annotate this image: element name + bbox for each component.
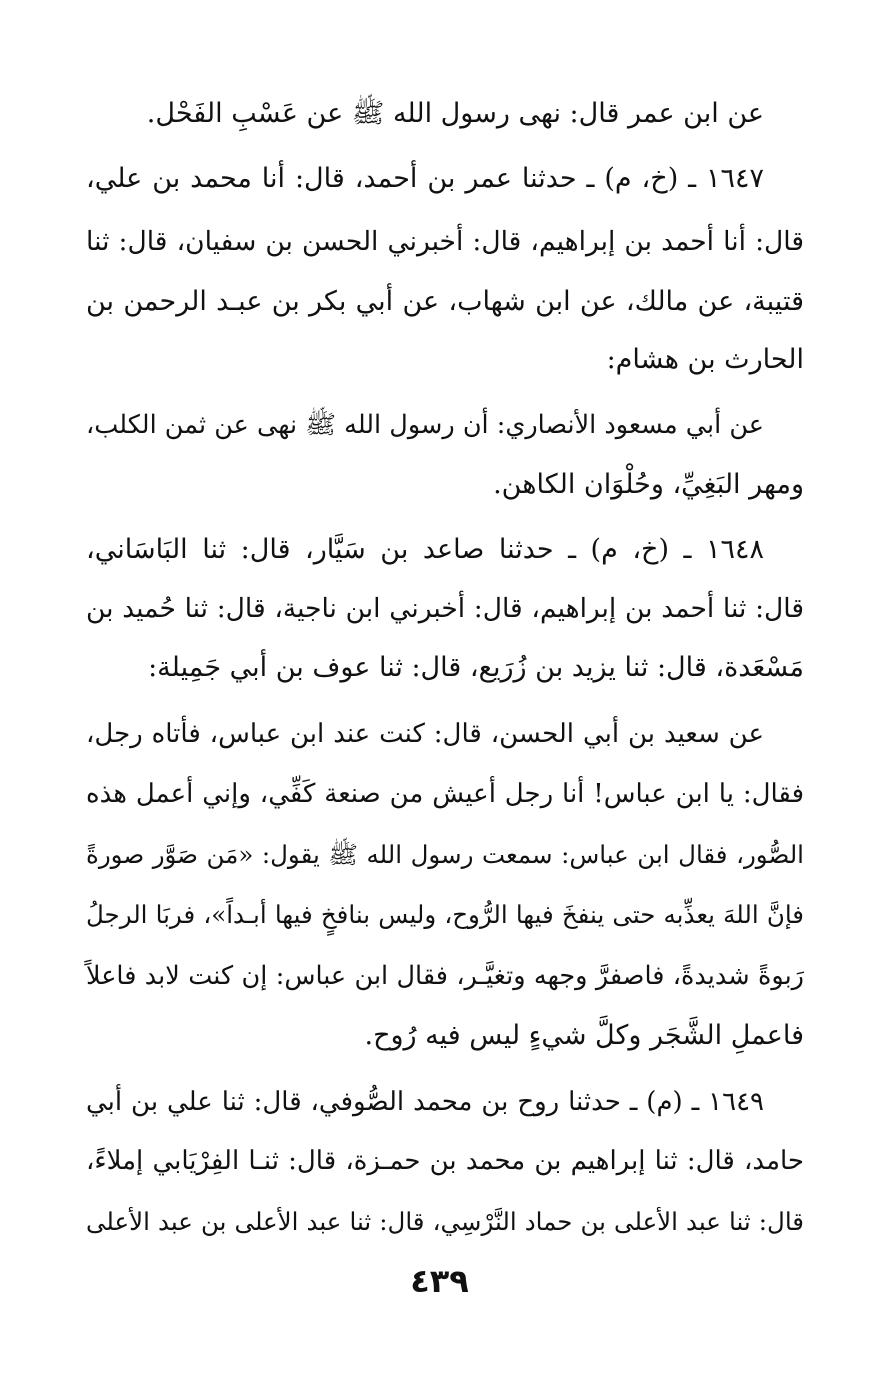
text-line-7: ومهر البَغِيِّ، وحُلْوَان الكاهن. (493, 469, 804, 500)
text-line-12: فقال: يا ابن عباس! أنا رجل أعيش من صنعة كَفِّي، وإني أعمل هذه (86, 779, 804, 809)
text-line-6: عن أبي مسعود الأنصاري: أن رسول الله ﷺ نهى عن ثمن الكلب، (86, 410, 764, 440)
text-line-3: قال: أنا أحمد بن إبراهيم، قال: أخبرني الحسن بن سفيان، قال: ثنا (86, 226, 804, 257)
text-line-10: مَسْعَدة، قال: ثنا يزيد بن زُرَيع، قال: ثنا عوف بن أبي جَمِيلة: (148, 652, 804, 683)
text-line-2: ١٦٤٧ ـ (خ، م) ـ حدثنا عمر بن أحمد، قال: أنا محمد بن علي، (86, 163, 764, 194)
text-line-16: فاعملِ الشَّجَر وكلَّ شيءٍ ليس فيه رُوح. (364, 1020, 804, 1051)
text-line-11: عن سعيد بن أبي الحسن، قال: كنت عند ابن عباس، فأتاه رجل، (86, 719, 764, 749)
text-line-13: الصُّور، فقال ابن عباس: سمعت رسول الله ﷺ يقول: «مَن صَوَّر صورةً (86, 840, 804, 869)
page-number: ٤٣٩ (410, 1262, 469, 1300)
text-line-17: ١٦٤٩ ـ (م) ـ حدثنا روح بن محمد الصُّوفي، قال: ثنا علي بن أبي (86, 1087, 764, 1117)
text-line-15: رَبوةً شديدةً، فاصفرَّ وجهه وتغيَّـر، فقال ابن عباس: إن كنت لابد فاعلاً (86, 961, 804, 991)
text-line-14: فإنَّ اللهَ يعذِّبه حتى ينفخَ فيها الرُّوح، وليس بنافخٍ فيها أبـداً»، فربَا الرجلُ (86, 900, 804, 929)
text-line-19: قال: ثنا عبد الأعلى بن حماد النَّرْسِي، قال: ثنا عبد الأعلى بن عبد الأعلى (86, 1207, 804, 1236)
text-line-5: الحارث بن هشام: (606, 344, 804, 375)
text-line-4: قتيبة، عن مالك، عن ابن شهاب، عن أبي بكر بن عبـد الرحمن بن (86, 286, 804, 317)
text-line-1: عن ابن عمر قال: نهى رسول الله ﷺ عن عَسْبِ الفَحْل. (146, 98, 764, 129)
text-line-8: ١٦٤٨ ـ (خ، م) ـ حدثنا صاعد بن سَيَّار، قال: ثنا البَاسَاني، (86, 534, 764, 565)
text-line-9: قال: ثنا أحمد بن إبراهيم، قال: أخبرني ابن ناجية، قال: ثنا حُميد بن (86, 593, 804, 624)
text-line-18: حامد، قال: ثنا إبراهيم بن محمد بن حمـزة، قال: ثنـا الفِرْيَابي إملاءً، (86, 1146, 804, 1176)
